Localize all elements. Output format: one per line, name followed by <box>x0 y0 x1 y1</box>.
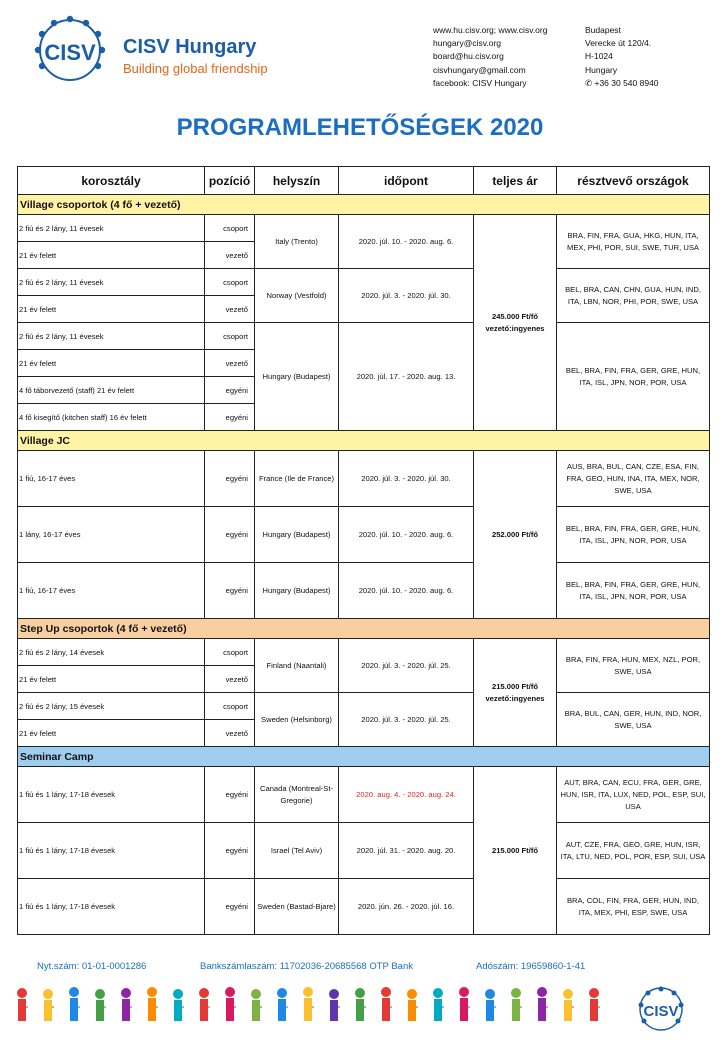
location-cell: Hungary (Budapest) <box>255 323 339 431</box>
table-row <box>18 639 710 666</box>
price-cell <box>474 639 557 747</box>
position-cell: egyéni <box>205 767 255 823</box>
position-cell: csoport <box>205 215 255 242</box>
price-cell: 252.000 Ft/fő <box>474 451 557 619</box>
countries-cell: AUT, BRA, CAN, ECU, FRA, GER, GRE, HUN, ISR, ITA, LUX, NED, POL, ESP, SUI, USA <box>557 767 710 823</box>
contact-line: hungary@cisv.org <box>433 38 501 49</box>
program-table <box>17 166 710 935</box>
age-cell: 21 év felett <box>18 350 205 377</box>
age-cell: 4 fő táborvezető (staff) 21 év felett <box>18 377 205 404</box>
section-village-jc <box>18 431 710 451</box>
section-seminar-camp <box>18 747 710 767</box>
contact-line: board@hu.cisv.org <box>433 51 504 62</box>
position-cell: vezető <box>205 296 255 323</box>
position-cell: vezető <box>205 666 255 693</box>
table-row <box>18 879 710 935</box>
registration-number: Nyt.szám: 01-01-0001286 <box>37 961 147 972</box>
table-row <box>18 323 710 350</box>
position-cell: vezető <box>205 720 255 747</box>
phone-line: ✆ +36 30 540 8940 <box>585 77 659 88</box>
age-cell: 21 év felett <box>18 720 205 747</box>
date-cell: 2020. júl. 10. - 2020. aug. 6. <box>339 215 474 269</box>
age-cell: 1 lány, 16-17 éves <box>18 507 205 563</box>
price-value: 215.000 Ft/fő <box>491 681 538 691</box>
age-cell: 2 fiú és 2 lány, 11 évesek <box>18 323 205 350</box>
table-row <box>18 693 710 720</box>
position-cell: egyéni <box>205 404 255 431</box>
position-cell: vezető <box>205 350 255 377</box>
date-cell: 2020. júl. 3. - 2020. júl. 30. <box>339 451 474 507</box>
position-cell: csoport <box>205 323 255 350</box>
age-cell: 1 fiú és 1 lány, 17-18 évesek <box>18 767 205 823</box>
org-tagline: Building global friendship <box>123 61 268 76</box>
header-location: helyszín <box>255 167 339 195</box>
location-cell: Norway (Vestfold) <box>255 269 339 323</box>
section-title: Step Up csoportok (4 fő + vezető) <box>18 619 710 639</box>
address-line: Hungary <box>585 64 618 75</box>
cisv-globe-logo <box>28 14 112 84</box>
address-line: Budapest <box>585 25 621 35</box>
location-cell: Finland (Naantali) <box>255 639 339 693</box>
date-cell: 2020. júl. 3. - 2020. júl. 25. <box>339 639 474 693</box>
position-cell: egyéni <box>205 879 255 935</box>
contact-line: facebook: CISV Hungary <box>433 77 527 88</box>
contact-web-email <box>433 24 547 90</box>
header-position: pozíció <box>205 167 255 195</box>
location-cell: France (Ile de France) <box>255 451 339 507</box>
section-village <box>18 195 710 215</box>
cisv-logo-bottom <box>620 985 702 1033</box>
section-title: Seminar Camp <box>18 747 710 767</box>
position-cell: csoport <box>205 693 255 720</box>
date-cell-highlighted: 2020. aug. 4. - 2020. aug. 24. <box>339 767 474 823</box>
age-cell: 1 fiú, 16-17 éves <box>18 563 205 619</box>
age-cell: 2 fiú és 2 lány, 11 évesek <box>18 215 205 242</box>
header-age: korosztály <box>18 167 205 195</box>
price-value: 245.000 Ft/fő <box>491 311 538 321</box>
section-title: Village csoportok (4 fő + vezető) <box>18 195 710 215</box>
logo-text: CISV <box>44 40 96 65</box>
price-cell: 215.000 Ft/fő <box>474 767 557 935</box>
table-row <box>18 269 710 296</box>
location-cell: Israel (Tel Aviv) <box>255 823 339 879</box>
price-note: vezető:ingyenes <box>485 323 545 333</box>
countries-cell: BEL, BRA, FIN, FRA, GER, GRE, HUN, ITA, ISL, JPN, NOR, POR, USA <box>557 507 710 563</box>
age-cell: 2 fiú és 2 lány, 14 évesek <box>18 639 205 666</box>
people-chain-illustration <box>10 985 620 1030</box>
countries-cell: BRA, COL, FIN, FRA, GER, HUN, IND, ITA, MEX, PHI, ESP, SWE, USA <box>557 879 710 935</box>
age-cell: 2 fiú és 2 lány, 15 évesek <box>18 693 205 720</box>
age-cell: 2 fiú és 2 lány, 11 évesek <box>18 269 205 296</box>
position-cell: egyéni <box>205 377 255 404</box>
header-date: időpont <box>339 167 474 195</box>
location-cell: Italy (Trento) <box>255 215 339 269</box>
page-title: PROGRAMLEHETŐSÉGEK 2020 <box>176 114 544 141</box>
countries-cell: BEL, BRA, FIN, FRA, GER, GRE, HUN, ITA, ISL, JPN, NOR, POR, USA <box>557 563 710 619</box>
bank-account: Bankszámlaszám: 11702036-20685568 OTP Bank <box>200 961 414 972</box>
address-line: Verecke út 120/4. <box>585 38 652 49</box>
countries-cell: BRA, BUL, CAN, GER, HUN, IND, NOR, SWE, USA <box>557 693 710 747</box>
location-cell: Sweden (Bastad-Bjare) <box>255 879 339 935</box>
age-cell: 1 fiú és 1 lány, 17-18 évesek <box>18 879 205 935</box>
section-title: Village JC <box>18 431 710 451</box>
people-figures <box>14 987 616 1021</box>
countries-cell: AUS, BRA, BUL, CAN, CZE, ESA, FIN, FRA, GEO, HUN, INA, ITA, MEX, NOR, SWE, USA <box>557 451 710 507</box>
age-cell: 1 fiú, 16-17 éves <box>18 451 205 507</box>
location-cell: Canada (Montreal-St-Gregorie) <box>255 767 339 823</box>
header-countries: résztvevő országok <box>557 167 710 195</box>
age-cell: 21 év felett <box>18 666 205 693</box>
age-cell: 21 év felett <box>18 296 205 323</box>
header-price: teljes ár <box>474 167 557 195</box>
countries-cell: BRA, FIN, FRA, GUA, HKG, HUN, ITA, MEX, PHI, POR, SUI, SWE, TUR, USA <box>557 215 710 269</box>
countries-cell: BEL, BRA, FIN, FRA, GER, GRE, HUN, ITA, ISL, JPN, NOR, POR, USA <box>557 323 710 431</box>
table-row <box>18 823 710 879</box>
date-cell: 2020. júl. 3. - 2020. júl. 25. <box>339 693 474 747</box>
date-cell: 2020. júl. 17. - 2020. aug. 13. <box>339 323 474 431</box>
logo-bottom-text: CISV <box>643 1003 679 1020</box>
age-cell: 4 fő kisegítő (kitchen staff) 16 év felett <box>18 404 205 431</box>
position-cell: egyéni <box>205 451 255 507</box>
table-header-row <box>18 167 710 195</box>
price-cell <box>474 215 557 431</box>
countries-cell: BEL, BRA, CAN, CHN, GUA, HUN, IND, ITA, LBN, NOR, PHI, POR, SWE, USA <box>557 269 710 323</box>
date-cell: 2020. júl. 31. - 2020. aug. 20. <box>339 823 474 879</box>
letterhead <box>0 0 720 100</box>
section-step-up <box>18 619 710 639</box>
location-cell: Sweden (Helsinborg) <box>255 693 339 747</box>
date-cell: 2020. júl. 10. - 2020. aug. 6. <box>339 563 474 619</box>
date-cell: 2020. júl. 10. - 2020. aug. 6. <box>339 507 474 563</box>
position-cell: vezető <box>205 242 255 269</box>
date-cell: 2020. jún. 26. - 2020. júl. 16. <box>339 879 474 935</box>
countries-cell: BRA, FIN, FRA, HUN, MEX, NZL, POR, SWE, USA <box>557 639 710 693</box>
age-cell: 1 fiú és 1 lány, 17-18 évesek <box>18 823 205 879</box>
contact-line: cisvhungary@gmail.com <box>433 64 526 75</box>
contact-address <box>585 24 659 90</box>
price-note: vezető:ingyenes <box>485 693 545 703</box>
position-cell: egyéni <box>205 507 255 563</box>
age-cell: 21 év felett <box>18 242 205 269</box>
position-cell: csoport <box>205 269 255 296</box>
org-name: CISV Hungary <box>123 36 257 58</box>
address-line: H-1024 <box>585 51 613 62</box>
contact-line: www.hu.cisv.org; www.cisv.org <box>433 25 548 35</box>
countries-cell: AUT, CZE, FRA, GEO, GRE, HUN, ISR, ITA, LTU, NED, POL, POR, ESP, SUI, USA <box>557 823 710 879</box>
tax-number: Adószám: 19659860-1-41 <box>476 961 586 972</box>
position-cell: egyéni <box>205 823 255 879</box>
table-row <box>18 451 710 507</box>
date-cell: 2020. júl. 3. - 2020. júl. 30. <box>339 269 474 323</box>
location-cell: Hungary (Budapest) <box>255 507 339 563</box>
location-cell: Hungary (Budapest) <box>255 563 339 619</box>
table-row <box>18 563 710 619</box>
table-row <box>18 507 710 563</box>
table-row <box>18 767 710 823</box>
position-cell: egyéni <box>205 563 255 619</box>
position-cell: csoport <box>205 639 255 666</box>
table-row <box>18 215 710 242</box>
